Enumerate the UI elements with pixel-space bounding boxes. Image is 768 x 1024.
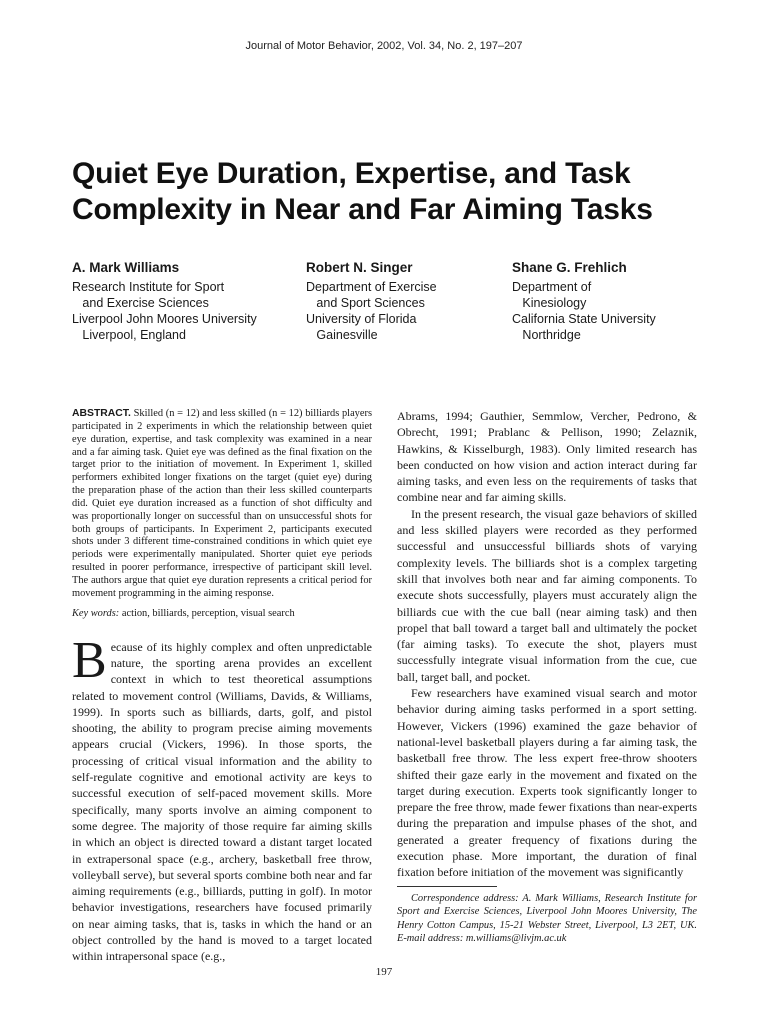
journal-citation: Journal of Motor Behavior, 2002, Vol. 34, No. 2, 197–207 xyxy=(245,40,523,52)
keywords-text: action, billiards, perception, visual search xyxy=(119,607,295,619)
footnote-divider xyxy=(397,886,497,887)
article-title xyxy=(72,156,712,228)
body-paragraph: Abrams, 1994; Gauthier, Semmlow, Vercher, Pedrono, & Obrecht, 1991; Prablanc & Pellison, 1990; Zelaznik, Hawkins, & Kisselburgh, 1983). Only limited research has been conducted on how vision and action interact during far aiming tasks, and even less on the requirements of tasks that combine near and far aiming skills. xyxy=(397,409,697,505)
right-column xyxy=(397,408,697,881)
keywords xyxy=(72,607,372,620)
abstract-label: ABSTRACT. xyxy=(72,408,131,419)
author-block xyxy=(306,260,437,343)
author-name: Robert N. Singer xyxy=(306,260,413,275)
left-column xyxy=(72,408,372,965)
body-paragraph: In the present research, the visual gaze behaviors of skilled and less skilled players were recorded as they performed successful and unsuccessful billiards shots of varying complexity levels. The billiards shot is a complex targeting skill that involves both near and far aiming components. To execute shots successfully, players must accurately align the billiards cue with the cue ball (near aiming task) and then propel that ball toward a target ball and ultimately the pocket (far aiming tasks). To execute the shot, players must successfully integrate visual information from the cue, cue ball, target ball, and pocket. xyxy=(397,506,697,684)
drop-cap: B xyxy=(72,631,107,689)
author-affiliation: Department of Kinesiology California State University Northridge xyxy=(512,280,656,342)
body-paragraph: Few researchers have examined visual search and motor behavior during aiming tasks performed in a sport setting. However, Vickers (1996) examined the gaze behavior of national-level basketball players during a far aiming task, the basketball free throw. The less expert free-throw shooters shifted their gaze early in the movement and fixated on the target during execution. Experts took significantly longer to prepare the free throw, made fewer fixations than near-experts during the preparation and impulse phases of the shot, and generated a greater frequency of fixations during the execution phase. More important, the duration of final fixation before initiation of the movement was significantly xyxy=(397,686,697,880)
author-affiliation: Research Institute for Sport and Exercise Sciences Liverpool John Moores University Liverpool, England xyxy=(72,280,257,342)
abstract-text: Skilled (n = 12) and less skilled (n = 12) billiards players participated in 2 experiments in which the relationship between quiet eye duration, expertise, and task complexity was examined in a near and a far aiming task. Quiet eye was defined as the final fixation on the target prior to the initiation of movement. In Experiment 1, skilled performers exhibited longer fixations on the target (quiet eye) during the preparation phase of the action than their less skilled counterparts did. Quiet eye duration increased as a function of shot difficulty and was proportionally longer on successful than on unsuccessful shots for both groups of participants. In Experiment 2, participants executed shots under 3 different time-constrained conditions in which quiet eye periods were experimentally manipulated. Shorter quiet eye periods resulted in poorer performance, irrespective of participant skill level. The authors argue that quiet eye duration represents a critical period for movement programming in the aiming response. xyxy=(72,408,372,599)
author-block xyxy=(72,260,257,343)
keywords-label: Key words: xyxy=(72,607,120,619)
title-line: Quiet Eye Duration, Expertise, and Task xyxy=(72,157,631,190)
author-block xyxy=(512,260,656,343)
correspondence-footnote: Correspondence address: A. Mark Williams, Research Institute for Sport and Exercise Sciences, Liverpool John Moores University, The Henry Cotton Campus, 15-21 Webster Street, Liverpool, L3 2ET, UK. E-mail address: m.williams@livjm.ac.uk xyxy=(397,893,697,945)
author-name: A. Mark Williams xyxy=(72,260,180,275)
intro-text: ecause of its highly complex and often unpredictable nature, the sporting arena provides an excellent context in which to test theoretical assumptions related to movement control (Williams, Davids, & Williams, 1999). In sports such as billiards, darts, golf, and pistol shooting, the ability to program precise aiming movements appears crucial (Vickers, 1996). In those sports, the processing of critical visual information and the ability to self-regulate cognitive and emotional activity are keys to successful execution of self-paced movement skills. More specifically, many sports involve an aiming component to some degree. The majority of those require far aiming skills in which an object is directed toward a distant target located in extrapersonal space (e.g., archery, basketball free throw, volleyball serve), but several sports combine both near and far aiming requirements (e.g., billiards, putting in golf). In motor behavior investigations, researchers have focused primarily on near aiming tasks, that is, tasks in which the hand or an object controlled by the hand is moved to a target located within intrapersonal space (e.g., xyxy=(72,639,372,964)
title-line: Complexity in Near and Far Aiming Tasks xyxy=(72,193,653,226)
intro-paragraph xyxy=(72,631,372,965)
page-number: 197 xyxy=(375,966,393,978)
abstract xyxy=(72,408,372,601)
author-name: Shane G. Frehlich xyxy=(512,260,627,275)
author-affiliation: Department of Exercise and Sport Sciences University of Florida Gainesville xyxy=(306,280,437,342)
